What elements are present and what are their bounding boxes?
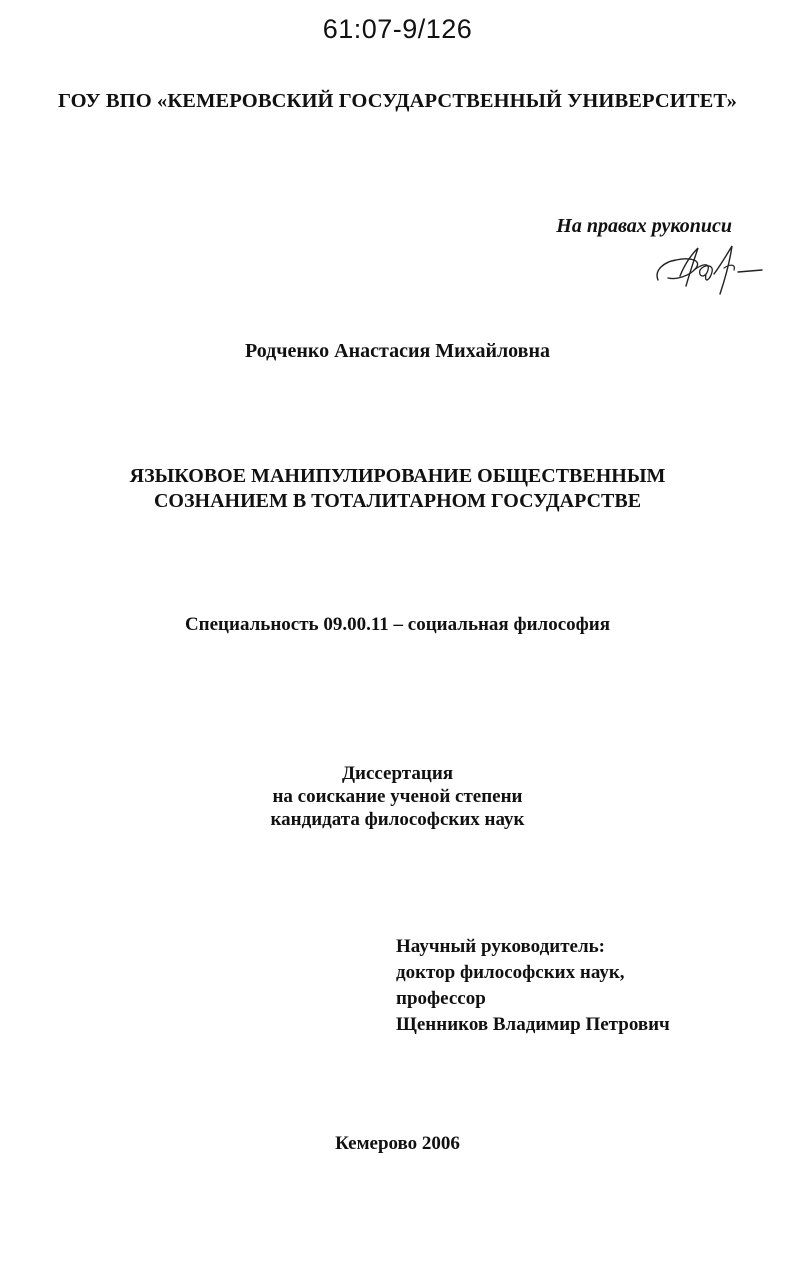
title-line: ЯЗЫКОВОЕ МАНИПУЛИРОВАНИЕ ОБЩЕСТВЕННЫМ bbox=[129, 465, 666, 487]
degree-line: Диссертация bbox=[341, 763, 454, 784]
advisor-line: Научный руководитель: bbox=[396, 936, 605, 957]
degree-line: кандидата философских наук bbox=[270, 809, 525, 830]
title-line: СОЗНАНИЕМ В ТОТАЛИТАРНОМ ГОСУДАРСТВЕ bbox=[153, 490, 642, 512]
specialty: Специальность 09.00.11 – социальная философия bbox=[184, 614, 611, 635]
degree-statement bbox=[0, 762, 795, 831]
manuscript-rights-label: На правах рукописи bbox=[556, 215, 732, 237]
degree-line: на соискание ученой степени bbox=[272, 786, 523, 807]
catalog-code: 61:07-9/126 bbox=[322, 14, 473, 44]
author-name: Родченко Анастасия Михайловна bbox=[244, 340, 551, 362]
advisor-line: Щенников Владимир Петрович bbox=[396, 1014, 670, 1035]
advisor-line: профессор bbox=[396, 988, 486, 1009]
organization-name: ГОУ ВПО «КЕМЕРОВСКИЙ ГОСУДАРСТВЕННЫЙ УНИВЕРСИТЕТ» bbox=[58, 90, 737, 112]
advisor-line: доктор философских наук, bbox=[396, 962, 625, 983]
signature-icon bbox=[650, 240, 765, 296]
scientific-advisor bbox=[396, 934, 670, 1038]
city-year: Кемерово 2006 bbox=[335, 1133, 460, 1154]
dissertation-title bbox=[0, 464, 795, 514]
